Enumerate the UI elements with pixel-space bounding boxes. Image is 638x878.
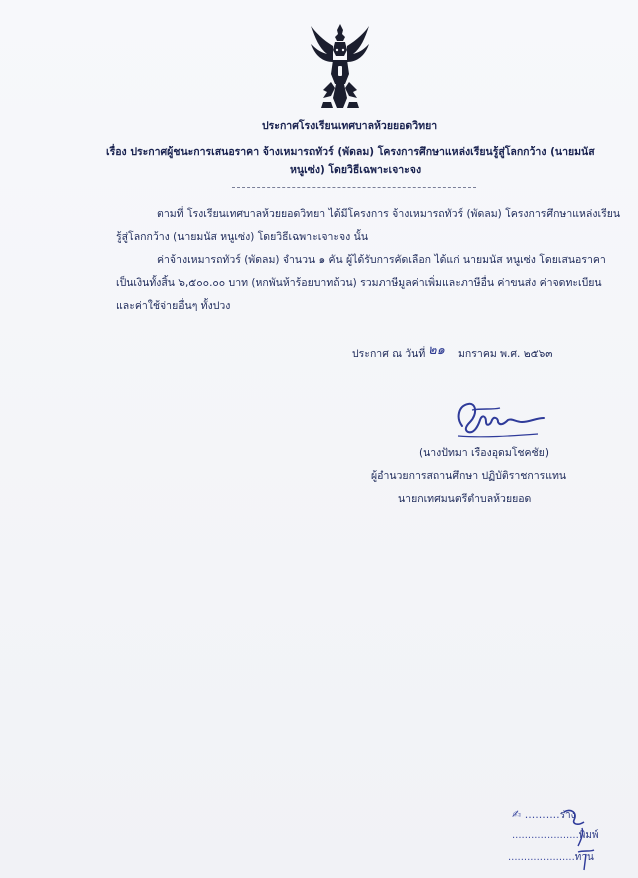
stamp-initials-mark (534, 802, 604, 876)
stamp-print-row: .....................พิมพ์ (512, 830, 599, 841)
subject-line-cont: หนูเซ่ง) โดยวิธีเฉพาะเจาะจง (290, 164, 422, 176)
date-month-year: มกราคม พ.ศ. ๒๕๖๓ (458, 348, 553, 360)
stamp-review-row: .....................ทาน (508, 852, 594, 863)
stamp-draft-row: ✍ ..........ร่าง (512, 808, 576, 821)
paragraph-1-line-1: ตามที่ โรงเรียนเทศบาลห้วยยอดวิทยา ได้มีโครงการ จ้างเหมารถทัวร์ (พัดลม) โครงการศึกษาแหล่งเรียน (157, 208, 621, 220)
signatory-position-2: นายกเทศมนตรีตำบลห้วยยอด (398, 493, 532, 505)
signatory-name: (นางปัทมา เรืองอุดมโชคชัย) (419, 447, 549, 459)
paragraph-2-line-3: และค่าใช้จ่ายอื่นๆ ทั้งปวง (116, 300, 231, 312)
signatory-position-1: ผู้อำนวยการสถานศึกษา ปฏิบัติราชการแทน (371, 470, 567, 482)
paragraph-2-line-2: เป็นเงินทั้งสิ้น ๖,๕๐๐.๐๐ บาท (หกพันห้าร้อยบาทถ้วน) รวมภาษีมูลค่าเพิ่มและภาษีอื่น ค่าขนส่ง ค่าจดทะเบียน (116, 277, 602, 289)
subject-line: เรื่อง ประกาศผู้ชนะการเสนอราคา จ้างเหมารถทัวร์ (พัดลม) โครงการศึกษาแหล่งเรียนรู้สู่โลกกว้าง (นายมนัส (106, 146, 595, 158)
garuda-emblem-icon (309, 22, 371, 112)
date-prefix: ประกาศ ณ วันที่ (352, 348, 426, 360)
stamp-print-label: พิมพ์ (578, 830, 599, 841)
document-title: ประกาศโรงเรียนเทศบาลห้วยยอดวิทยา (262, 120, 438, 132)
stamp-review-label: ทาน (574, 852, 594, 863)
approval-stamp (504, 800, 634, 878)
paragraph-2-line-1: ค่าจ้างเหมารถทัวร์ (พัดลม) จำนวน ๑ คัน ผู้ได้รับการคัดเลือก ได้แก่ นายมนัส หนูเซ่ง โดยเสนอราคา (157, 254, 606, 266)
separator-line (232, 187, 476, 188)
paragraph-1-line-2: รู้สู่โลกกว้าง (นายมนัส หนูเซ่ง) โดยวิธีเฉพาะเจาะจง นั้น (116, 231, 368, 243)
stamp-draft-label: ร่าง (559, 810, 576, 821)
signature-mark (452, 396, 548, 442)
date-day: ๒๑ (428, 343, 445, 358)
